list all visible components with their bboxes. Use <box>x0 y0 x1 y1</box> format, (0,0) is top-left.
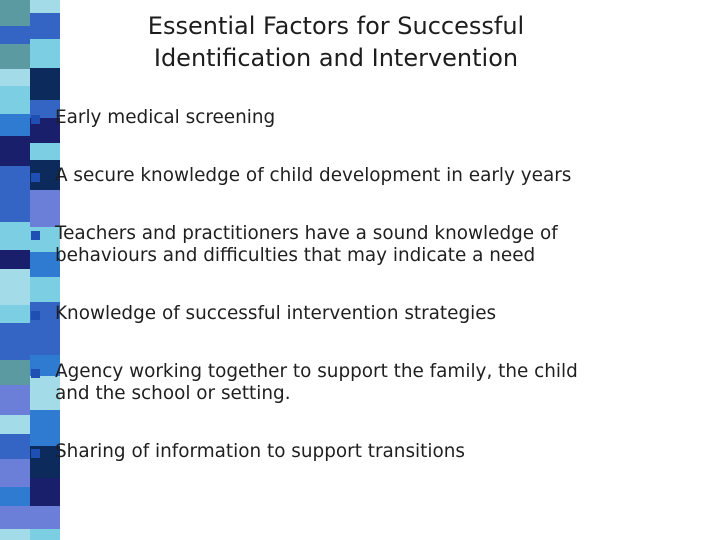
bullet-text: Knowledge of successful intervention strategies <box>55 303 497 324</box>
bullet-marker-icon <box>31 231 40 240</box>
slide-title: Essential Factors for Successful Identification and Intervention <box>147 12 525 72</box>
bullet-marker-icon <box>31 173 40 182</box>
bullet-marker-icon <box>31 449 40 458</box>
bullet-marker-icon <box>31 369 40 378</box>
bullet-text: Teachers and practitioners have a sound knowledge of <box>55 223 558 244</box>
bullet-text: Early medical screening <box>55 107 276 128</box>
bullet-marker-icon <box>31 311 40 320</box>
bullet-text: behaviours and difficulties that may indicate a need <box>55 245 536 266</box>
bullet-text: Agency working together to support the family, the child <box>55 361 578 382</box>
bullet-text: and the school or setting. <box>55 383 291 404</box>
bullet-marker-icon <box>31 115 40 124</box>
bullet-text: Sharing of information to support transitions <box>55 441 465 462</box>
bullet-text: A secure knowledge of child development in early years <box>55 165 572 186</box>
